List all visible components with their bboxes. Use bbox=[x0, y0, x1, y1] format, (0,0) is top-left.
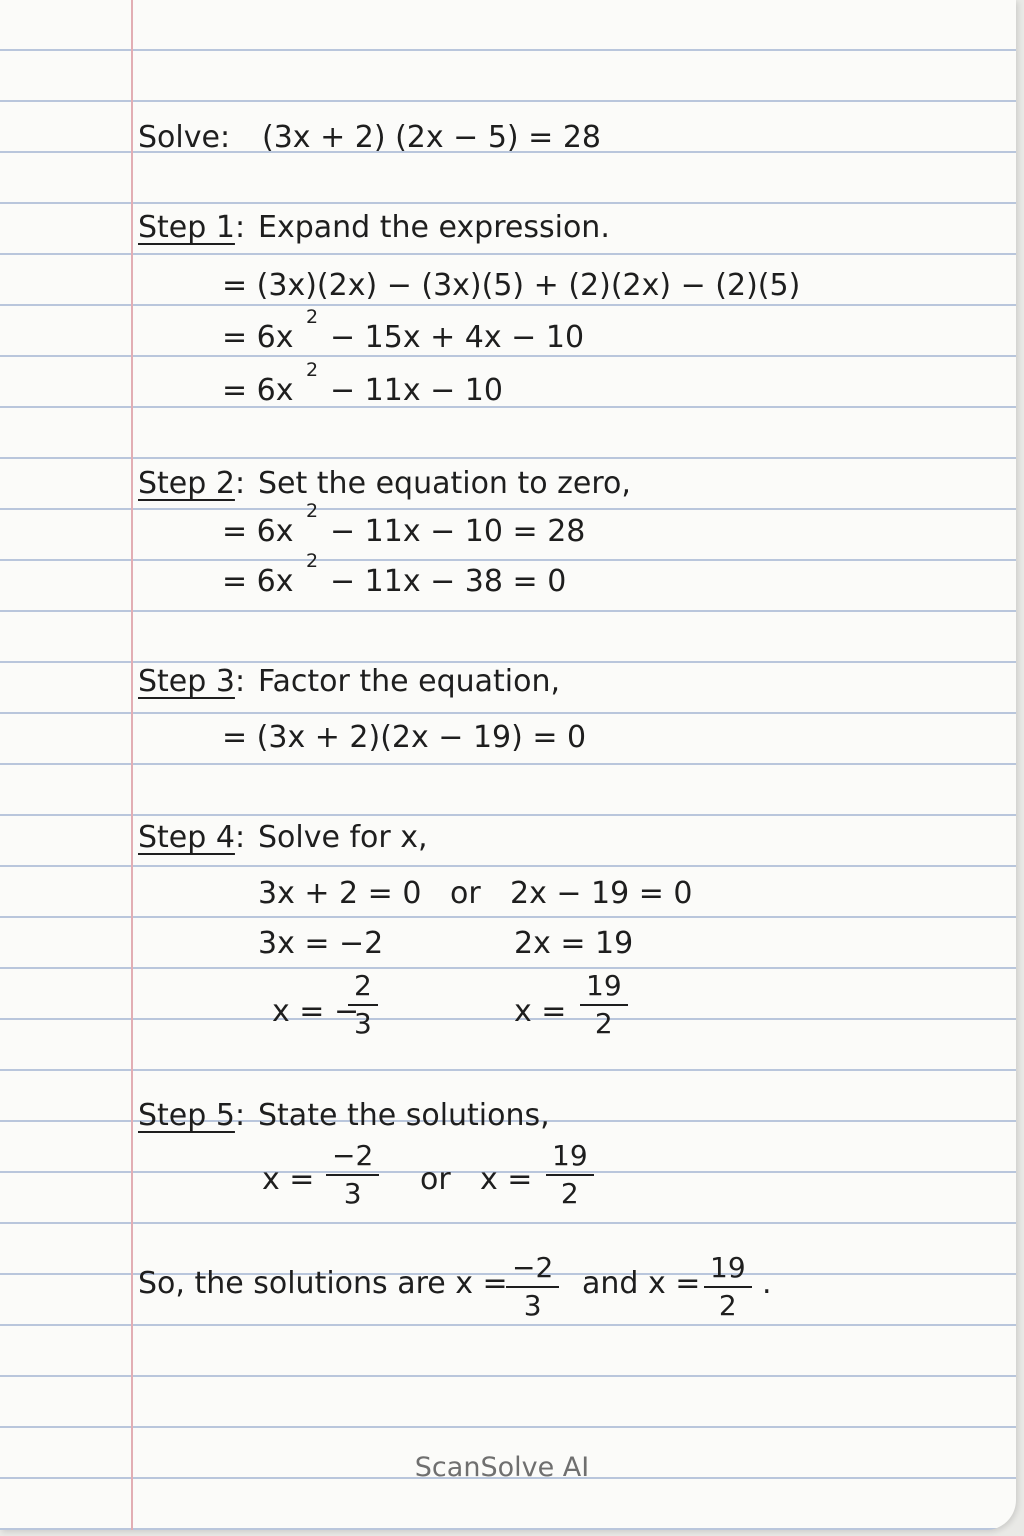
step-4-right-2: 2x = 19 bbox=[514, 926, 634, 961]
step-1-line-2a: = 6x bbox=[222, 320, 294, 355]
step-4-or: or bbox=[450, 876, 481, 911]
step-1-label: Step 1 bbox=[138, 210, 235, 245]
step-2-line-2a: = 6x bbox=[222, 564, 294, 599]
step-1-line-1: = (3x)(2x) − (3x)(5) + (2)(2x) − (2)(5) bbox=[222, 268, 801, 303]
conclusion-text: So, the solutions are x = bbox=[138, 1266, 508, 1301]
step-1-heading: Step 1: bbox=[138, 210, 246, 245]
step-2-line-2b: − 11x − 38 = 0 bbox=[330, 564, 567, 599]
fraction-numerator: −2 bbox=[506, 1252, 559, 1288]
exponent: 2 bbox=[306, 550, 319, 572]
step-4-left-2: 3x = −2 bbox=[258, 926, 384, 961]
step-1-line-3a: = 6x bbox=[222, 373, 294, 408]
step-3-line: = (3x + 2)(2x − 19) = 0 bbox=[222, 720, 587, 755]
fraction-nineteen-halves bbox=[580, 970, 628, 1040]
fraction-neg-two-thirds bbox=[348, 970, 378, 1040]
step-4-label: Step 4 bbox=[138, 820, 235, 855]
fraction-neg-two-thirds bbox=[506, 1252, 559, 1322]
step-5-title: State the solutions, bbox=[258, 1098, 550, 1133]
fraction-nineteen-halves bbox=[546, 1140, 594, 1210]
step-5-x-eq-right: x = bbox=[480, 1162, 533, 1197]
fraction-denominator: 3 bbox=[343, 1177, 362, 1210]
fraction-numerator: 19 bbox=[546, 1140, 594, 1176]
fraction-numerator: 19 bbox=[704, 1252, 752, 1288]
step-5-or: or bbox=[420, 1162, 451, 1197]
problem-label: Solve bbox=[138, 120, 220, 155]
step-4-right-3: x = bbox=[514, 994, 567, 1029]
step-1-title: Expand the expression. bbox=[258, 210, 610, 245]
step-2-line-1b: − 11x − 10 = 28 bbox=[330, 514, 586, 549]
exponent: 2 bbox=[306, 306, 319, 328]
fraction-neg-two-thirds bbox=[326, 1140, 379, 1210]
fraction-denominator: 3 bbox=[354, 1007, 372, 1040]
fraction-numerator: 2 bbox=[348, 970, 378, 1006]
fraction-numerator: −2 bbox=[326, 1140, 379, 1176]
conclusion-period: . bbox=[762, 1266, 772, 1301]
step-4-heading: Step 4: bbox=[138, 820, 246, 855]
margin-line bbox=[131, 0, 133, 1530]
step-1-line-3b: − 11x − 10 bbox=[330, 373, 503, 408]
step-5-x-eq-left: x = bbox=[262, 1162, 315, 1197]
step-3-label: Step 3 bbox=[138, 664, 235, 699]
step-3-heading: Step 3: bbox=[138, 664, 246, 699]
step-2-title: Set the equation to zero, bbox=[258, 466, 631, 501]
step-4-left-3: x = − bbox=[272, 994, 360, 1029]
conclusion-and: and x = bbox=[582, 1266, 701, 1301]
problem-statement: Solve: bbox=[138, 120, 231, 155]
problem-equation: (3x + 2) (2x − 5) = 28 bbox=[262, 120, 602, 155]
fraction-denominator: 2 bbox=[718, 1289, 737, 1322]
step-4-left-1: 3x + 2 = 0 bbox=[258, 876, 422, 911]
fraction-numerator: 19 bbox=[580, 970, 628, 1006]
step-2-heading: Step 2: bbox=[138, 466, 246, 501]
fraction-nineteen-halves bbox=[704, 1252, 752, 1322]
scansolve-watermark: ScanSolve AI bbox=[414, 1452, 590, 1483]
step-1-line-2b: − 15x + 4x − 10 bbox=[330, 320, 585, 355]
step-4-right-1: 2x − 19 = 0 bbox=[510, 876, 693, 911]
step-3-title: Factor the equation, bbox=[258, 664, 561, 699]
fraction-denominator: 2 bbox=[560, 1177, 579, 1210]
fraction-denominator: 3 bbox=[523, 1289, 542, 1322]
step-4-title: Solve for x, bbox=[258, 820, 428, 855]
exponent: 2 bbox=[306, 500, 319, 522]
fraction-denominator: 2 bbox=[594, 1007, 613, 1040]
step-5-heading: Step 5: bbox=[138, 1098, 246, 1133]
exponent: 2 bbox=[306, 359, 319, 381]
step-2-label: Step 2 bbox=[138, 466, 235, 501]
step-2-line-1a: = 6x bbox=[222, 514, 294, 549]
step-5-label: Step 5 bbox=[138, 1098, 235, 1133]
